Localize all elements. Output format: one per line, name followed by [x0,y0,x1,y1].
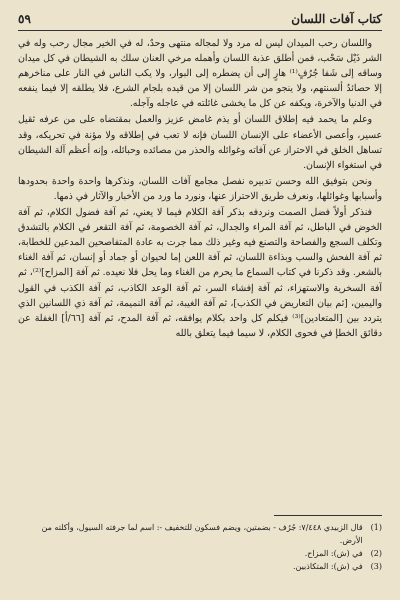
footnote-3 [18,560,382,573]
footnote-2 [18,547,382,560]
page-number: ٥٩ [18,12,31,26]
paragraph-4: فنذكر أولاً فضل الصمت ونردفه بذكر آفة الكلام فيما لا يعني، ثم آفة فضول الكلام، ثم آفة الخوض في الباطل، ثم آفة المراء والجدال، ثم آفة الخصومة، ثم آفة التقعر في الكلام بالتشدق وتكلف السجع والفصاحة والتصنع فيه وغير ذلك مما جرت به عادة المتفاصحين المدعين للخطابة، ثم آفة الفحش والسب وبذاءة اللسان، ثم آفة اللعن إما لحيوان أو جماد أو إنسان، ثم آفة الغناء بالشعر. وقد ذكرنا في كتاب السماع ما يحرم من الغناء وما يحل فلا نعيده. ثم آفة [المزاح]⁽²⁾، ثم آفة السخرية والاستهزاء، ثم آفة إفشاء السر، ثم آفة الوعد الكاذب، ثم آفة الكذب في القول واليمين، [ثم بيان التعاريض في الكذب]، ثم آفة الغيبة، ثم آفة النميمة، ثم آفة ذي اللسانين الذي يتردد بين [المتعادين]⁽³⁾ فيكلم كل واحد بكلام يوافقه، ثم آفة المدح، ثم آفة [٦٦/أ] الغفلة عن دقائق الخطإ في فحوى الكلام، لا سيما فيما يتعلق بالله [18,207,382,339]
footnote-number: (3) [370,562,382,571]
page-header [18,8,382,31]
main-text [18,36,382,508]
footnote-number: (2) [370,549,382,558]
footnote-text: في (ش): المزاح. [304,549,363,558]
footnote-number: (1) [370,523,382,532]
paragraph-3: ونحن بتوفيق الله وحسن تدبيره نفصل مجامع آفات اللسان، ونذكرها واحدة واحدة بحدودها وأسبابها وغوائلها، ونعرف طريق الاحتراز عنها، ونورد ما ورد من الأخبار والآثار في ذمها. [18,175,382,202]
footnote-text: في (ش): المتكاذبين. [292,562,363,571]
footnotes [18,521,382,573]
running-title: كتاب آفات اللسان [291,12,382,26]
footnote-text: قال الزبيدي ٧/٤٤٨: جُرُف - بضمتين، ويضم فسكون للتخفيف -: اسم لما جرفته السيول، وأكلته من الأرض. [41,523,363,545]
paragraph-2: وعلم ما يحمد فيه إطلاق اللسان أو يذم غامض عزيز والعمل بمقتضاه على من عرفه ثقيل عسير، وأعصى الأعضاء على الإنسان اللسان فإنه لا تعب في إطلاقه ولا مؤنة في تحريكه، وقد تساهل الخلق في الاحتراز عن آفاته وغوائله والحذر من مصائده وحبائله، وإنه أعظم آلة الشيطان في استغواء الإنسان. [18,114,382,171]
footnote-separator [274,515,382,516]
paragraph-1: واللسان رحب الميدان ليس له مرد ولا لمجاله منتهى وحدٌ، له في الخير مجال رحب وله في الشر ذَيْل سَحْب، فمن أطلق عذبة اللسان وأهمله مرخي العنان سلك به الشيطان في كل ميدان وساقه إلى شَفا جُرُفٍ⁽¹⁾ هارٍ إلى أن يضطره إلى البوار، ولا يكب الناس في النار على مناخرهم إلا حصائدُ ألسنتهم، ولا ينجو من شر اللسان إلا من قيده بلجام الشرع، فلا يطلقه إلا فيما ينفعه في الدنيا والآخرة، ويكفه عن كل ما يخشى غائلته في عاجله وآجله. [18,38,382,110]
footnote-1 [18,521,382,547]
